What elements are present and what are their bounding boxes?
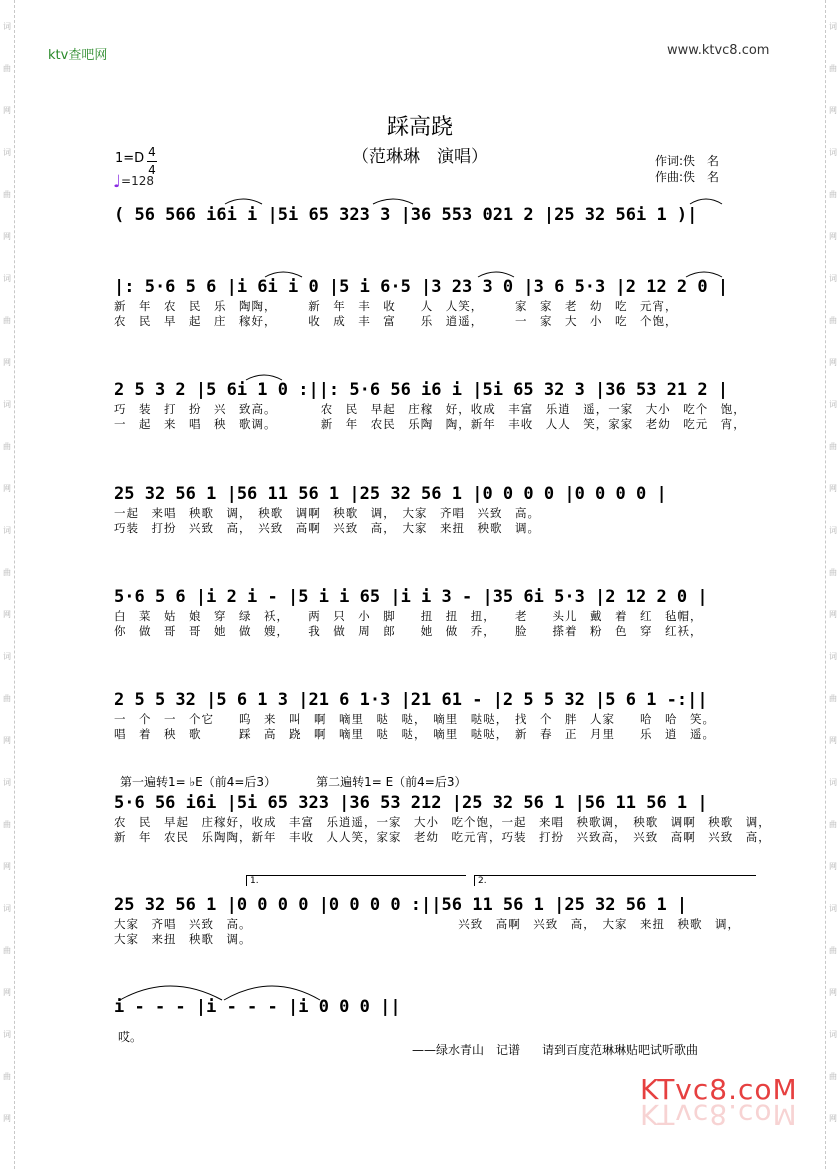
margin-watermark-char: 曲 [3,190,11,199]
margin-watermark-char: 网 [829,358,837,367]
margin-watermark-char: 网 [3,736,11,745]
key-signature: 1=D [115,151,145,166]
margin-watermark-char: 网 [829,106,837,115]
logo-text: KTvc8.coM [640,1073,798,1106]
slur-arc [246,375,282,380]
margin-watermark-char: 曲 [3,820,11,829]
margin-watermark-char: 网 [829,736,837,745]
lyric-line-1: 巧 装 打 扮 兴 致高。 农 民 早起 庄稼 好，收成 丰富 乐逍 遥，一家 大小 吃个 饱， [114,402,746,416]
slur-arc [224,986,320,1000]
listen-note: 请到百度范琳琳贴吧试听歌曲 [542,1043,699,1057]
margin-watermark-char: 曲 [829,820,837,829]
margin-watermark-char: 词 [3,22,11,31]
slur-arc [686,272,722,277]
notation-line: 2 5 3 2 |5 6i 1 0 :||: 5·6 56 i6 i |5i 65 32 3 |36 53 21 2 | [114,380,729,400]
lyric-line-1: 大家 齐唱 兴致 高。 兴致 高啊 兴致 高， 大家 来扭 秧歌 调， [114,917,740,931]
margin-watermark-char: 词 [829,904,837,913]
notation-line: 5·6 5 6 |i 2 i - |5 i i 65 |i i 3 - |35 6i 5·3 |2 12 2 0 | [114,587,708,607]
site-name-left: ktv查吧网 [48,48,108,63]
margin-watermark-char: 词 [829,652,837,661]
lyric-line-2: 你 做 哥 哥 她 做 嫂， 我 做 周 郎 她 做 乔， 脸 搽着 粉 色 穿 红袄， [114,624,703,638]
lyric-line-1: 白 菜 姑 娘 穿 绿 袄， 两 只 小 脚 扭 扭 扭， 老 头儿 戴 着 红 毡帽， [114,609,703,623]
lyric-line-1: 一 个 一 个它 呜 来 叫 啊 嘀里 哒 哒， 嘀里 哒哒， 找 个 胖 人家 哈 哈 笑。 [114,712,715,726]
margin-watermark-char: 词 [3,274,11,283]
slur-arc [225,199,262,204]
margin-watermark-char: 曲 [829,64,837,73]
slur-arc [690,199,722,204]
lyric-line-2: 农 民 早 起 庄 稼好， 收 成 丰 富 乐 逍遥， 一 家 大 小 吃 个饱， [114,314,678,328]
margin-watermark-char: 词 [3,904,11,913]
site-logo [640,1073,798,1131]
lyric-line-2: 巧装 打扮 兴致 高， 兴致 高啊 兴致 高， 大家 来扭 秧歌 调。 [114,521,540,535]
margin-watermark-char: 词 [829,22,837,31]
margin-watermark-char: 曲 [3,442,11,451]
notation-line: 25 32 56 1 |56 11 56 1 |25 32 56 1 |0 0 0 0 |0 0 0 0 | [114,484,667,504]
notation-line: |: 5·6 5 6 |i 6i i 0 |5 i 6·5 |3 23 3 0 |3 6 5·3 |2 12 2 0 | [114,277,729,297]
margin-watermark-char: 词 [829,400,837,409]
margin-watermark-char: 词 [3,526,11,535]
recorder-credit: ——绿水青山 记谱 [412,1043,521,1057]
lyric-line-1: 新 年 农 民 乐 陶陶， 新 年 丰 收 人 人笑， 家 家 老 幼 吃 元宵， [114,299,678,313]
notation-line: ( 56 566 i6i i |5i 65 323 3 |36 553 021 2 |25 32 56i 1 )| [114,205,698,225]
notation-line: 5·6 56 i6i |5i 65 323 |36 53 212 |25 32 56 1 |56 11 56 1 | [114,793,708,813]
margin-watermark-char: 网 [3,610,11,619]
site-url-right: www.ktvc8.com [667,43,770,58]
margin-watermark-char: 网 [3,862,11,871]
lyric-line-1: 农 民 早起 庄稼好，收成 丰富 乐逍遥，一家 大小 吃个饱，一起 来唱 秧歌调， 秧歌 调啊 秧歌 调， [114,815,771,829]
lyric-line-1: 一起 来唱 秧歌 调， 秧歌 调啊 秧歌 调， 大家 齐唱 兴致 高。 [114,506,540,520]
margin-watermark-char: 网 [3,1114,11,1123]
margin-watermark-char: 曲 [829,568,837,577]
song-subtitle: （范琳琳 演唱） [352,147,488,167]
margin-watermark-char: 曲 [829,946,837,955]
lyricist: 作词:佚 名 [655,154,720,168]
slur-arc [373,199,413,204]
footer-note [412,1041,698,1058]
slur-arc [478,272,514,277]
margin-watermark-char: 词 [3,652,11,661]
lyric-line-2: 大家 来扭 秧歌 调。 [114,932,252,946]
margin-watermark-char: 网 [829,610,837,619]
margin-watermark-char: 网 [3,358,11,367]
lyric-line-2: 一 起 来 唱 秧 歌调。 新 年 农民 乐陶 陶，新年 丰收 人人 笑，家家 老幼 吃元 宵， [114,417,746,431]
quarter-note-icon: ♩ [113,172,122,192]
margin-watermark-char: 网 [829,1114,837,1123]
second-modulation: 第二遍转1= E（前4=后3） [316,775,467,789]
margin-watermark-char: 网 [829,862,837,871]
margin-watermark-char: 词 [3,778,11,787]
margin-watermark-char: 曲 [3,316,11,325]
margin-watermark-char: 词 [3,148,11,157]
margin-watermark-char: 曲 [3,64,11,73]
notation-line: 2 5 5 32 |5 6 1 3 |21 6 1·3 |21 61 - |2 5 5 32 |5 6 1 -:|| [114,690,708,710]
volta-first-ending: 1. [246,875,466,886]
meter-top: 4 [148,145,156,159]
first-modulation: 第一遍转1= ♭E（前4=后3） [120,775,277,789]
margin-watermark-char: 曲 [829,442,837,451]
lyric-line-2: 新 年 农民 乐陶陶，新年 丰收 人人笑，家家 老幼 吃元宵，巧装 打扮 兴致高， 兴致 高啊 兴致 高， [114,830,771,844]
margin-watermark-char: 词 [829,274,837,283]
margin-watermark-char: 网 [829,484,837,493]
margin-watermark-char: 网 [3,988,11,997]
margin-watermark-char: 网 [3,232,11,241]
margin-watermark-char: 网 [829,232,837,241]
meter-bottom: 4 [148,163,156,177]
margin-watermark-char: 曲 [3,568,11,577]
margin-watermark-char: 词 [3,400,11,409]
composer: 作曲:佚 名 [655,170,720,184]
margin-watermark-char: 词 [829,526,837,535]
margin-watermark-char: 词 [829,1030,837,1039]
logo-reflection: KTvc8.coM [640,1098,798,1131]
margin-watermark-char: 曲 [3,946,11,955]
margin-watermark-char: 词 [829,148,837,157]
tempo-value: =128 [121,174,154,188]
margin-watermark-char: 曲 [3,1072,11,1081]
margin-watermark-char: 词 [829,778,837,787]
margin-watermark-char: 曲 [829,190,837,199]
slur-arc [265,272,302,277]
margin-watermark-char: 曲 [829,1072,837,1081]
notation-line: i - - - |i - - - |i 0 0 0 || [114,997,401,1017]
margin-watermark-char: 网 [829,988,837,997]
margin-watermark-char: 曲 [3,694,11,703]
margin-watermark-char: 曲 [829,316,837,325]
margin-watermark-char: 网 [3,106,11,115]
song-title: 踩高跷 [386,115,453,140]
margin-watermark-char: 曲 [829,694,837,703]
margin-watermark-char: 网 [3,484,11,493]
lyric-line-2: 唱 着 秧 歌 踩 高 跷 啊 嘀里 哒 哒， 嘀里 哒哒， 新 春 正 月里 乐 逍 遥。 [114,727,715,741]
final-lyric: 哎。 [118,1030,143,1044]
slur-arc [120,986,222,1000]
margin-watermark-char: 词 [3,1030,11,1039]
notation-line: 25 32 56 1 |0 0 0 0 |0 0 0 0 :||56 11 56 1 |25 32 56 1 | [114,895,688,915]
volta-second-ending: 2. [474,875,756,886]
